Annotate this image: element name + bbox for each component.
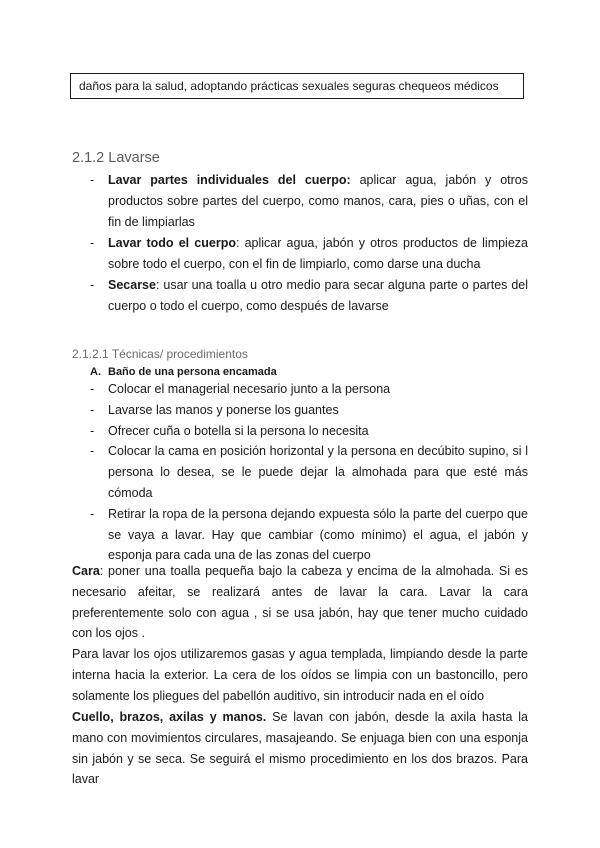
step-item: [90, 421, 528, 442]
step-text: Lavarse las manos y ponerse los guantes: [108, 402, 339, 417]
step-item: [90, 504, 528, 566]
step-text: Retirar la ropa de la persona dejando expuesta sólo la parte del cuerpo que se vaya a lavar. Hay que cambiar (como mínimo) el agua, el jabón y esponja para cada una de las zonas del cuerpo: [108, 506, 528, 563]
step-item: [90, 379, 528, 400]
continuation-box: [70, 73, 524, 99]
item-text: : usar una toalla u otro medio para secar alguna parte o partes del cuerpo o todo el cuerpo, como después de lavarse: [108, 278, 528, 313]
procedure-letter: A.: [90, 366, 101, 378]
cuello-term: Cuello, brazos, axilas y manos.: [72, 710, 267, 724]
step-text: Colocar el managerial necesario junto a la persona: [108, 382, 391, 396]
dash-bullet: -: [90, 278, 95, 292]
list-item: [90, 233, 528, 275]
cara-text: : poner una toalla pequeña bajo la cabeza y encima de la almohada. Si es necesario afeitar, se realizará antes de lavar la cara. Lavar la cara preferentemente solo con agua , si se usa jabón, hay que tener mucho cuidado con los ojos .: [72, 564, 528, 641]
list-item: [90, 170, 528, 233]
item-text: : aplicar agua, jabón y otros productos de limpieza sobre todo el cuerpo, con el fin de limpiarlo, como darse una ducha: [108, 236, 528, 271]
step-text: Ofrecer cuña o botella si la persona lo necesita: [108, 423, 369, 438]
item-text: aplicar agua, jabón y otros productos sobre partes del cuerpo, como manos, cara, pies o uñas, con el fin de limpiarlas: [108, 173, 529, 229]
list-item: [90, 275, 528, 317]
dash-bullet: -: [90, 444, 95, 459]
dash-bullet: -: [90, 382, 95, 396]
lavarse-list: [90, 170, 528, 317]
dash-bullet: -: [90, 173, 95, 187]
procedure-title: [90, 366, 277, 378]
cara-term: Cara: [72, 564, 100, 578]
section-heading-lavarse: 2.1.2 Lavarse: [72, 150, 160, 166]
item-term: Secarse: [108, 278, 156, 292]
item-term: Lavar partes individuales del cuerpo:: [108, 173, 351, 187]
cara-paragraph: [72, 561, 528, 707]
dash-bullet: -: [90, 423, 95, 438]
dash-bullet: -: [90, 236, 95, 250]
dash-bullet: -: [90, 506, 95, 521]
subsection-heading-tecnicas: 2.1.2.1 Técnicas/ procedimientos: [72, 347, 248, 361]
step-item: [90, 441, 528, 503]
procedure-title-text: Baño de una persona encamada: [108, 366, 277, 378]
cuello-text: Se lavan con jabón, desde la axila hasta la mano con movimientos circulares, masajeando. Se enjuaga bien con una esponja sin jabón y se seca. Se seguirá el mismo procedimiento en los dos brazos. Para lavar: [72, 710, 528, 787]
dash-bullet: -: [90, 402, 95, 417]
item-term: Lavar todo el cuerpo: [108, 236, 236, 250]
steps-list: [90, 379, 528, 566]
cuello-paragraph: [72, 707, 528, 790]
continuation-text: daños para la salud, adoptando prácticas sexuales seguras chequeos médicos: [79, 79, 499, 93]
step-item: [90, 400, 528, 421]
step-text: Colocar la cama en posición horizontal y la persona en decúbito supino, si l persona lo desea, se le puede dejar la almohada para que esté más cómoda: [108, 444, 528, 500]
cara-text-2: Para lavar los ojos utilizaremos gasas y agua templada, limpiando desde la parte interna hacia la exterior. La cera de los oídos se limpia con un bastoncillo, pero solamente los pliegues del pabellón auditivo, sin introducir nada en el oído: [72, 647, 528, 703]
